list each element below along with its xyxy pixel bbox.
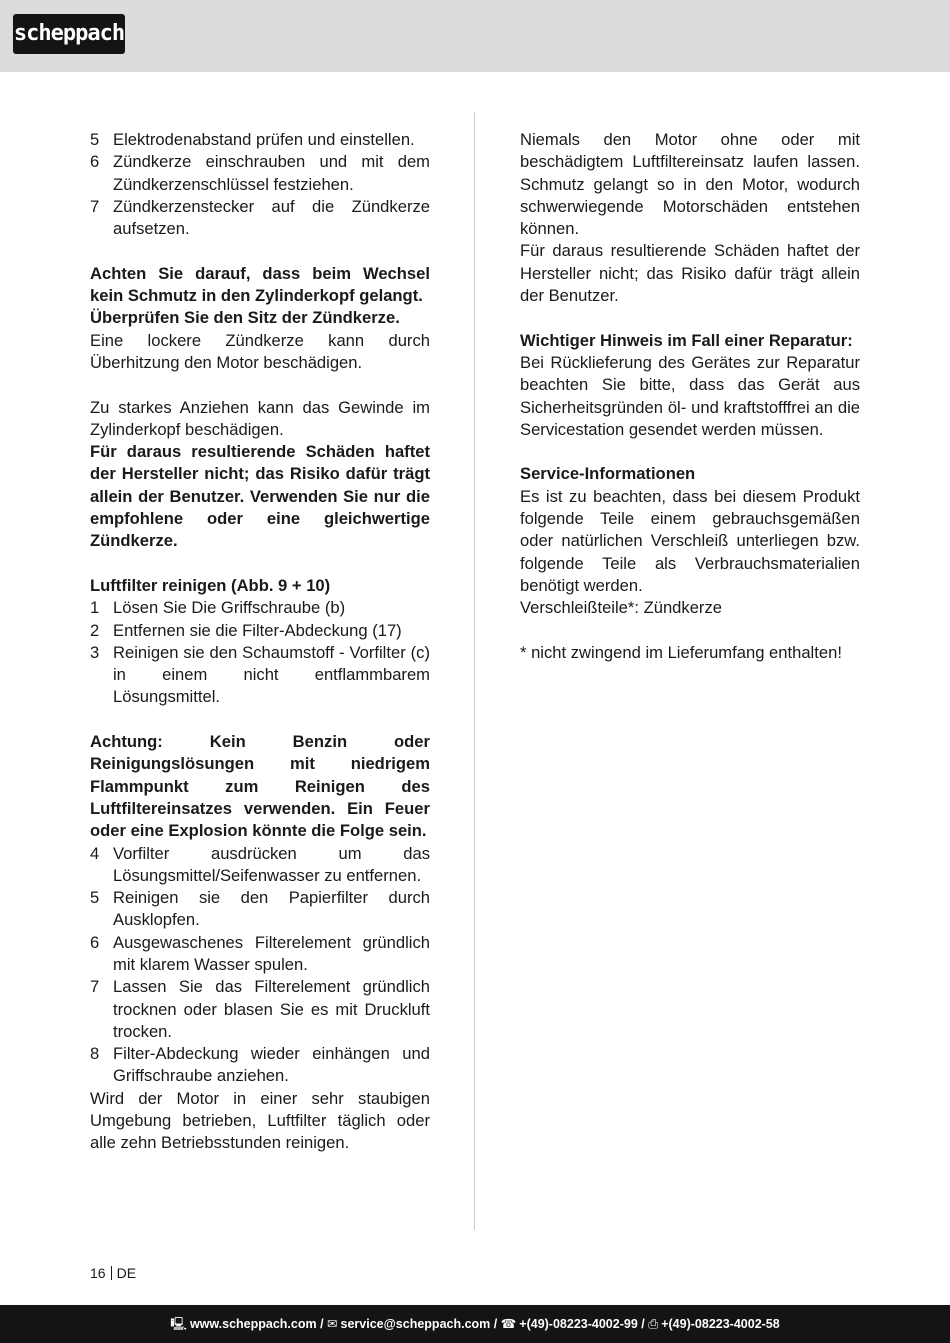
list-item	[90, 620, 430, 642]
liability-filter-note: Für daraus resultierende Schäden haftet der Hersteller nicht; das Risiko dafür trägt allein der Benutzer.	[520, 241, 860, 306]
dusty-environment-note: Wird der Motor in einer sehr staubigen Umgebung betrieben, Luftfilter täglich oder alle zehn Betriebsstunden reinigen.	[90, 1088, 430, 1153]
footer-email[interactable]: service@scheppach.com	[340, 1317, 491, 1331]
item-number: 5	[90, 130, 100, 149]
loose-plug-note: Eine lockere Zündkerze kann durch Überhitzung den Motor beschädigen.	[90, 330, 430, 372]
footer-separator: /	[316, 1317, 328, 1331]
item-number: 8	[90, 1044, 100, 1064]
list-item	[90, 932, 430, 977]
scheppach-logo: scheppach	[13, 14, 125, 54]
footer-fax: +(49)-08223-4002-58	[661, 1317, 780, 1331]
footnote: * nicht zwingend im Lieferumfang enthalten!	[520, 642, 842, 662]
never-run-note: Niemals den Motor ohne oder mit beschädigtem Luftfiltereinsatz laufen lassen. Schmutz gelangt so in den Motor, wodurch schwerwiegende Motorschäden entstehen können.	[520, 130, 860, 239]
item-text: Filter-Abdeckung wieder einhängen und Griffschraube anziehen.	[113, 1044, 430, 1086]
list-item	[90, 151, 430, 196]
footer-phone: +(49)-08223-4002-99	[519, 1317, 638, 1331]
item-number: 7	[90, 196, 100, 216]
footer-separator: /	[637, 1317, 649, 1331]
wear-parts: Verschleißteile*: Zündkerze	[520, 598, 722, 618]
list-item	[90, 976, 430, 1043]
page-header	[0, 0, 950, 72]
item-number: 3	[90, 642, 100, 662]
service-text: Es ist zu beachten, dass bei diesem Produkt folgende Teile einem gebrauchsgemäßen oder natürlichen Verschleiß unterliegen bzw. folgende Teile als Verbrauchsmaterialien benötigt werden.	[520, 486, 860, 595]
item-text: Reinigen sie den Schaumstoff - Vorfilter (c) in einem nicht entflammbarem Lösungsmittel.	[113, 642, 430, 707]
item-text: Reinigen sie den Papierfilter durch Ausklopfen.	[113, 888, 430, 930]
footer-separator: /	[490, 1317, 501, 1331]
liability-plug-note: Für daraus resultierende Schäden haftet der Hersteller nicht; das Risiko dafür trägt allein der Benutzer. Verwenden Sie nur die empfohlene oder eine gleichwertige Zündkerze.	[90, 442, 430, 551]
list-item	[90, 597, 430, 619]
check-seat-note: Überprüfen Sie den Sitz der Zündkerze.	[90, 308, 400, 328]
page-number	[90, 1265, 136, 1281]
item-number: 6	[90, 152, 100, 172]
item-text: Ausgewaschenes Filterelement gründlich mit klarem Wasser spulen.	[113, 932, 430, 974]
right-column	[520, 129, 860, 664]
item-text: Zündkerzenstecker auf die Zündkerze aufsetzen.	[113, 196, 430, 239]
item-text: Entfernen sie die Filter-Abdeckung (17)	[113, 620, 402, 640]
repair-text: Bei Rücklieferung des Gerätes zur Reparatur beachten Sie bitte, dass das Gerät aus Sicherheitsgründen öl- und kraftstofffrei an die Servicestation gesendet werden müssen.	[520, 352, 860, 439]
list-item	[90, 129, 430, 151]
item-text: Elektrodenabstand prüfen und einstellen.	[113, 130, 415, 149]
left-column	[90, 129, 430, 1155]
item-text: Lassen Sie das Filterelement gründlich trocknen oder blasen Sie es mit Druckluft trocken.	[113, 977, 430, 1041]
list-item	[90, 1043, 430, 1088]
dirt-warning: Achten Sie darauf, dass beim Wechsel kein Schmutz in den Zylinderkopf gelangt.	[90, 263, 430, 306]
item-number: 5	[90, 888, 100, 908]
phone-icon: ☎	[500, 1317, 517, 1331]
item-number: 2	[90, 620, 100, 640]
air-filter-heading: Luftfilter reinigen (Abb. 9 + 10)	[90, 575, 331, 595]
page-footer	[0, 1305, 950, 1343]
mail-icon: ✉	[327, 1317, 338, 1331]
computer-icon: 🖳	[170, 1317, 187, 1331]
list-item	[90, 196, 430, 241]
list-item	[90, 843, 430, 888]
item-text: Zündkerze einschrauben und mit dem Zündkerzenschlüssel festziehen.	[113, 152, 430, 194]
item-text: Vorfilter ausdrücken um das Lösungsmittel/Seifenwasser zu entfernen.	[113, 843, 430, 885]
list-item	[90, 887, 430, 932]
list-item	[90, 642, 430, 709]
page-number-value: 16	[90, 1265, 106, 1281]
footer-web[interactable]: www.scheppach.com	[189, 1317, 317, 1331]
language-code: DE	[116, 1265, 137, 1281]
fax-icon: ⎙	[648, 1317, 659, 1331]
caution-note: Achtung: Kein Benzin oder Reinigungslösungen mit niedrigem Flammpunkt zum Reinigen des Luftfiltereinsatzes verwenden. Ein Feuer oder eine Explosion könnte die Folge sein.	[90, 732, 430, 841]
item-text: Lösen Sie Die Griffschraube (b)	[113, 598, 346, 618]
item-number: 7	[90, 977, 100, 997]
overtighten-note: Zu starkes Anziehen kann das Gewinde im Zylinderkopf beschädigen.	[90, 397, 430, 439]
column-divider	[474, 112, 475, 1230]
item-number: 1	[90, 598, 100, 618]
item-number: 6	[90, 932, 100, 952]
service-heading: Service-Informationen	[520, 464, 696, 484]
repair-heading: Wichtiger Hinweis im Fall einer Reparatur:	[520, 330, 853, 350]
item-number: 4	[90, 843, 100, 863]
